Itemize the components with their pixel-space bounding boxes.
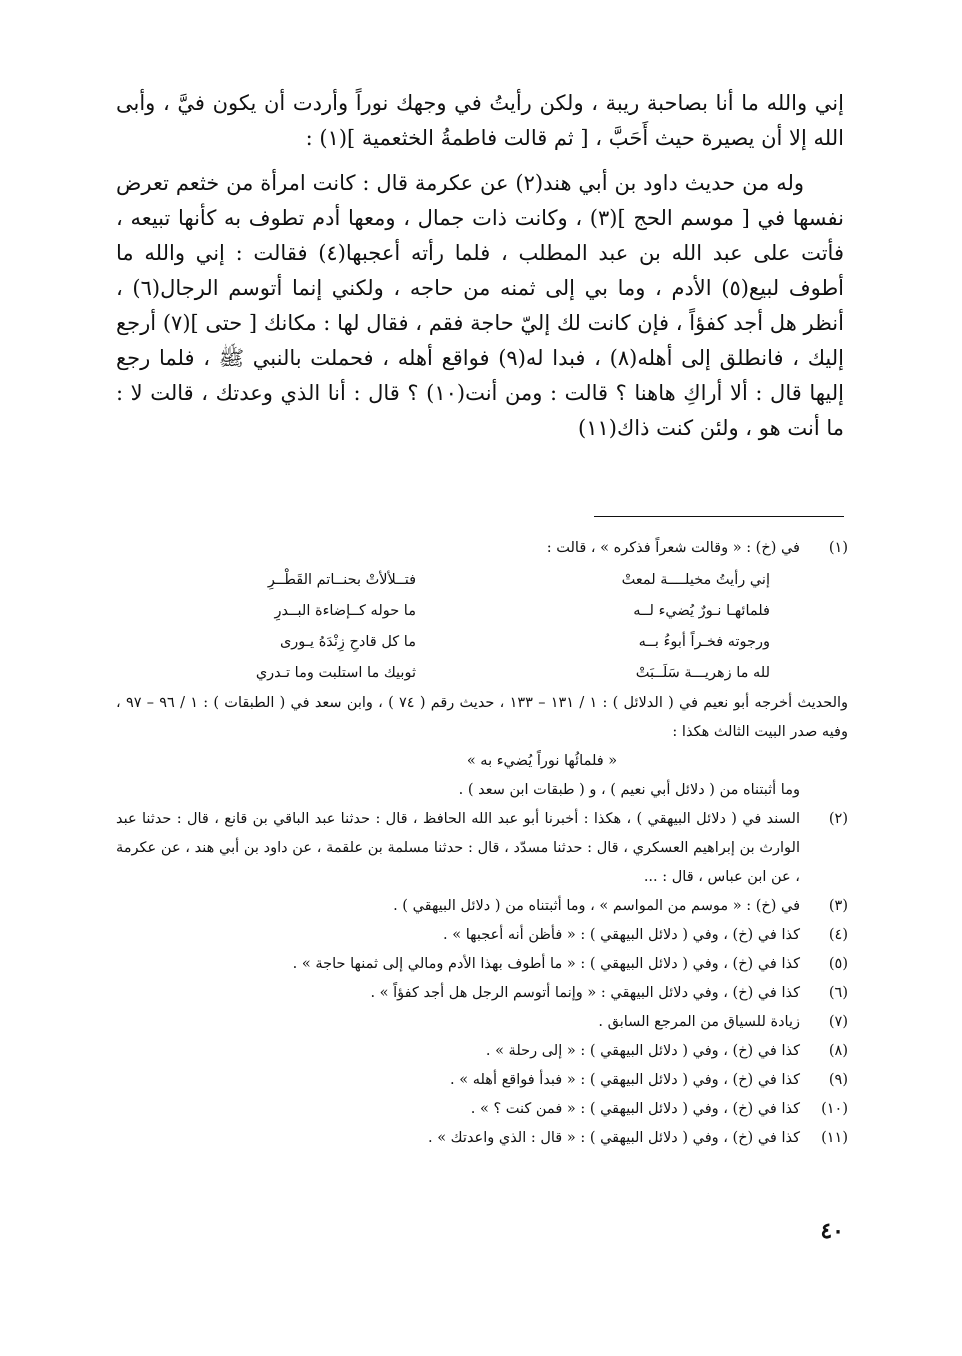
footnote-11 — [116, 1124, 848, 1153]
footnote-number: (١٠) — [821, 1101, 848, 1117]
footnote-text: كذا في (خ) ، وفي ( دلائل البيهقي ) : « ما أطوف بهذا الأدم ومالي إلى ثمنها حاجة » . — [292, 956, 800, 972]
footnote-6 — [116, 979, 848, 1008]
poem — [176, 565, 770, 689]
footnote-1-note: وما أثبتناه من ( دلائل أبي نعيم ) ، و ( طبقات ابن سعد ) . — [458, 782, 800, 798]
verse-second-half: ثوبيك ما استلبت وما تـدري — [255, 665, 416, 681]
footnote-number: (٤) — [828, 927, 848, 943]
footnote-text: كذا في (خ) ، وفي ( دلائل البيهقي ) : « قال : الذي واعدتك » . — [427, 1130, 800, 1146]
footnote-number: (٨) — [828, 1043, 848, 1059]
footnote-text: في (خ) : « موسم من المواسم » ، وما أثبتناه من ( دلائل البيهقي ) . — [393, 898, 800, 914]
footnote-10 — [116, 1095, 848, 1124]
verse-first-half: لله ما زهريـــة سَلَــبَتْ — [635, 665, 770, 681]
main-paragraph-1: إني والله ما أنا بصاحبة ريبة ، ولكن رأيتُ في وجهك نوراً وأردت أن يكون فيَّ ، وأبى الله إلا أن يصيرة حيث أَحَبَّ ، [ ثم قالت فاطمةُ الخثعمية ](١) : — [116, 91, 844, 150]
footnote-number: (٢) — [828, 811, 848, 827]
footnote-1-source: والحديث أخرجه أبو نعيم في ( الدلائل ) : ١ / ١٣١ – ١٣٣ ، حديث رقم ( ٧٤ ) ، وابن سعد في ( الطبقات ) : ١ / ٩٦ – ٩٧ ، وفيه صدر البيت الثالث هكذا : — [116, 695, 849, 740]
poem-verse — [176, 627, 770, 658]
footnote-4 — [116, 921, 848, 950]
footnote-number: (٣) — [828, 898, 848, 914]
verse-second-half: ما حوله كــإضاءة البــدرِ — [274, 603, 416, 619]
footnote-1 — [116, 534, 848, 689]
footnote-text: كذا في (خ) ، وفي ( دلائل البيهقي ) : « فمن كنت ؟ » . — [470, 1101, 800, 1117]
footnote-text: السند في ( دلائل البيهقي ) ، هكذا : أخبرنا أبو عبد الله الحافظ ، قال : حدثنا عبد الباقي بن قانع ، قال : حدثنا عبد الوارث بن إبراهيم العسكري ، قال : حدثنا مسدّد ، قال : حدثنا مسلمة بن علقمة ، عن داود بن أبي هند ، عن عكرمة ، عن ابن عباس ، قال : ... — [116, 811, 800, 885]
footnote-number: (٧) — [828, 1014, 848, 1030]
footnote-text: كذا في (خ) ، وفي دلائل البيهقي : « وإنما أتوسم الرجل هل أجد كفؤاً » . — [370, 985, 800, 1001]
verse-second-half: ما كل قادحِ زِنْدَهُ يـورى — [279, 634, 416, 650]
footnote-1-quote: « فلمائُها نوراً يُضيء به » — [466, 753, 618, 769]
main-paragraph-2: وله من حديث داود بن أبي هند(٢) عن عكرمة قال : كانت امرأة من خثعم تعرض نفسها في [ موسم الحج ](٣) ، وكانت ذات جمال ، ومعها أدم تطوف به كأنها تبيعه ، فأتت على عبد الله بن عبد المطلب ، فلما رأته أعجبها(٤) فقالت : إني والله ما أطوف لبيع(٥) الأدم ، وما بي إلى ثمنه من حاجه ، ولكني إنما أتوسم الرجال(٦) ، أنظر هل أجد كفؤاً ، فإن كانت لك إليّ حاجة فقم ، فقال لها : مكانك [ حتى ](٧) أرجع إليك ، فانطلق إلى أهله(٨) ، فبدا له(٩) فواقع أهله ، فحملت بالنبي ﷺ ، فلما رجع إليها قال : ألا أراكِ هاهنا ؟ قالت : ومن أنت(١٠) ؟ قال : أنا الذي وعدتك ، قالت لا : ما أنت هو ، ولئن كنت ذاك(١١) — [116, 171, 844, 440]
footnote-separator — [594, 516, 844, 517]
poem-verse — [176, 565, 770, 596]
footnotes — [116, 534, 848, 1153]
footnote-number: (٩) — [828, 1072, 848, 1088]
footnote-text: زيادة للسياق من المرجع السابق . — [598, 1014, 800, 1030]
footnote-9 — [116, 1066, 848, 1095]
verse-second-half: فتــلألأتْ بحنــاتم القَطْــرِ — [267, 572, 416, 588]
main-text — [116, 86, 844, 456]
footnote-2 — [116, 805, 848, 892]
footnote-3 — [116, 892, 848, 921]
verse-first-half: إني رأيتُ مخيلــــة لمعتْ — [621, 572, 770, 588]
footnote-number: (٦) — [828, 985, 848, 1001]
footnote-8 — [116, 1037, 848, 1066]
poem-verse — [176, 658, 770, 689]
footnote-text: كذا في (خ) ، وفي ( دلائل البيهقي ) : « فأظن أنه أعجبها » . — [443, 927, 800, 943]
footnote-7 — [116, 1008, 848, 1037]
footnote-text: كذا في (خ) ، وفي ( دلائل البيهقي ) : « إلى رحلة » . — [485, 1043, 800, 1059]
footnote-number: (١) — [828, 540, 848, 556]
footnote-number: (١١) — [821, 1130, 848, 1146]
verse-first-half: ورجوته فخـراً أبوءُ بــه — [638, 634, 770, 650]
verse-first-half: فلمائهـا نـورٌ يُضيء لــه — [633, 603, 770, 619]
poem-verse — [176, 596, 770, 627]
page-number: ٤٠ — [820, 1218, 844, 1244]
footnote-text: كذا في (خ) ، وفي ( دلائل البيهقي ) : « فبدأ فواقع أهله » . — [450, 1072, 800, 1088]
footnote-5 — [116, 950, 848, 979]
footnote-text: في (خ) : « وقالت شعراً فذكره » ، قالت : — [546, 540, 800, 556]
footnote-number: (٥) — [828, 956, 848, 972]
